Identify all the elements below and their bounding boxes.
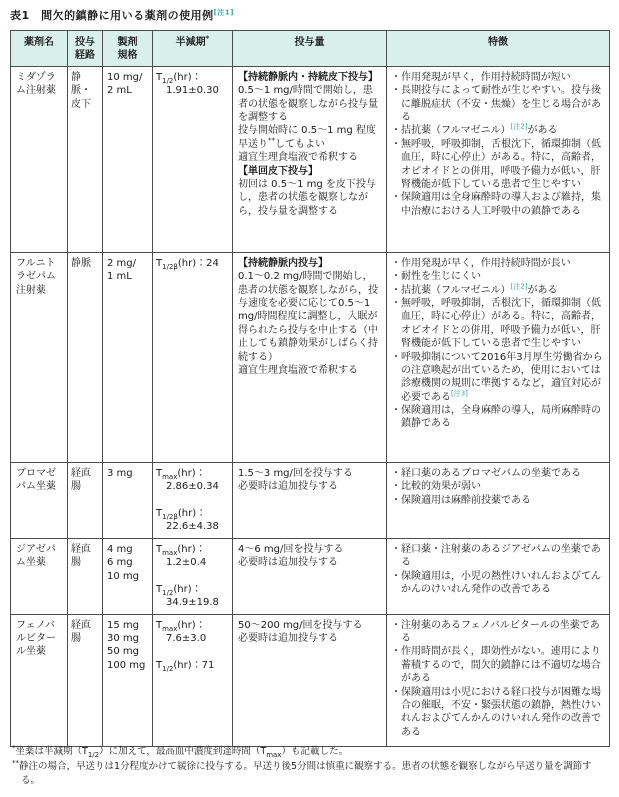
table-row	[11, 252, 610, 462]
feature-item: ・無呼吸，呼吸抑制，舌根沈下，循環抑制（低血圧，時に心停止）がある。特に，高齢者，オピオイドとの併用，呼吸予備力が低い，肝腎機能が低下している患者で生じやすい	[391, 297, 601, 350]
column-header-dose: 投与量	[233, 31, 387, 67]
half-life-cell: $T_{max}(hr)$： 1.2±0.4 $T_{1/2}(hr)$： 34.9±19.8	[153, 538, 233, 614]
table-row	[11, 462, 610, 538]
header-row	[11, 31, 610, 67]
drug-name-cell: フェノバルビタール坐薬	[11, 614, 68, 746]
feature-item: ・保険適用は，小児の熱性けいれんおよびてんかんのけいれん発作の改善である	[391, 570, 601, 595]
features-cell	[387, 614, 610, 746]
drug-table	[10, 30, 610, 747]
table-row	[11, 614, 610, 746]
feature-item: ・保険適用は全身麻酔時の導入および維持，集中治療における人工呼吸中の鎮静である	[391, 192, 601, 217]
dose-cell: 【持続静脈内投与】 0.1〜0.2 mg/時間で開始し，患者の状態を観察しながら，投与速度を必要に応じて0.5〜1 mg/時間程度に調整し，入眠が得られたら投与を中止する（中止しても鎮静効果がしばらく持続する） 適宜生理食塩液で希釈する	[233, 252, 387, 462]
half-life-cell: $T_{max}(hr)$： 2.86±0.34 $T_{1/2\beta}(hr)$： 22.6±4.38	[153, 462, 233, 538]
dose-cell: 【持続静脈内・持続皮下投与】 0.5〜1 mg/時間で開始し，患者の状態を観察しながら投与量を調整する 投与開始時に 0.5〜1 mg 程度早送り**してもよい 適宜生理食塩液で希釈する 【単回皮下投与】 初回は 0.5〜1 mg を皮下投与し，患者の状態を観察しながら，投与量を調整する	[233, 66, 387, 252]
feature-item: ・作用時間が長く，即効性がない。連用により蓄積するので，間欠的鎮静には不適切な場合がある	[391, 646, 601, 685]
features-cell	[387, 66, 610, 252]
route-cell: 経直腸	[68, 538, 103, 614]
formulation-cell: 15 mg 30 mg 50 mg 100 mg	[103, 614, 153, 746]
features-cell	[387, 538, 610, 614]
column-header-drug-name: 薬剤名	[11, 31, 68, 67]
feature-item: ・比較的効果が弱い	[391, 481, 481, 493]
formulation-cell: 4 mg 6 mg 10 mg	[103, 538, 153, 614]
feature-item: ・保険適用は麻酔前投薬である	[391, 494, 531, 506]
feature-item: ・作用発現が早く，作用持続時間が長い	[391, 257, 571, 269]
footnote-1: *坐薬は半減期$(T_{1/2})$に加えて，最高血中濃度到達時間$(T_{max})$も記載した。	[12, 743, 348, 759]
feature-item: ・長期投与によって耐性が生じやすい。投与後に離脱症状（不安・焦燥）を生じる場合がある	[391, 85, 601, 123]
drug-name-cell: フルニトラゼパム注射薬	[11, 252, 68, 462]
formulation-cell: 10 mg/ 2 mL	[103, 66, 153, 252]
feature-item: ・無呼吸，呼吸抑制，舌根沈下，循環抑制（低血圧，時に心停止）がある。特に，高齢者，オピオイドとの併用，呼吸予備力が低い，肝腎機能が低下している患者で生じやすい	[391, 138, 601, 190]
column-header-features: 特徴	[387, 31, 610, 67]
feature-item: ・保険適用は小児における経口投与が困難な場合の催眠，不安・緊張状態の鎮静，熱性けいれんおよびてんかんのけいれん発作の改善である	[391, 686, 601, 738]
page-title: 表1 間欠的鎮静に用いる薬剤の使用例[注1]	[10, 8, 234, 22]
table-row	[11, 538, 610, 614]
column-header-formulation: 製剤 規格	[103, 31, 153, 67]
features-cell	[387, 462, 610, 538]
dose-cell: 1.5〜3 mg/回を投与する 必要時は追加投与する	[233, 462, 387, 538]
route-cell: 静脈	[68, 252, 103, 462]
half-life-cell: $T_{max}(hr)$： 7.6±3.0 $T_{1/2}(hr)$：71	[153, 614, 233, 746]
route-cell: 経直腸	[68, 614, 103, 746]
feature-item: ・経口薬のあるブロマゼパムの坐薬である	[391, 467, 581, 479]
feature-item: ・拮抗薬（フルマゼニル）[注2]がある	[391, 123, 558, 137]
column-header-route: 投与 経路	[68, 31, 103, 67]
features-cell	[387, 252, 610, 462]
feature-item: ・注射薬のあるフェノバルビタールの坐薬である	[391, 619, 600, 645]
feature-item: ・経口薬・注射薬のあるジアゼパムの坐薬である	[391, 543, 601, 569]
feature-item: ・耐性を生じにくい	[391, 271, 481, 283]
route-cell: 静脈・ 皮下	[68, 66, 103, 252]
dose-cell: 4〜6 mg/回を投与する 必要時は追加投与する	[233, 538, 387, 614]
table-row	[11, 66, 610, 252]
feature-item: ・保険適用は，全身麻酔の導入，局所麻酔時の鎮静である	[391, 405, 601, 430]
formulation-cell: 2 mg/ 1 mL	[103, 252, 153, 462]
footnote-2: **静注の場合，早送りは1分程度かけて緩徐に投与する。早送り後5分間は慎重に観察する。患者の状態を観察しながら早送り量を調節する。	[12, 758, 592, 787]
half-life-cell: $T_{1/2}(hr)$： 1.91±0.30	[153, 66, 233, 252]
column-header-half-life: 半減期*	[153, 31, 233, 67]
feature-item: ・拮抗薬（フルマゼニル）[注2]がある	[391, 282, 558, 296]
drug-name-cell: ミダゾラム注射薬	[11, 66, 68, 252]
route-cell: 経直腸	[68, 462, 103, 538]
footnotes	[12, 745, 608, 789]
feature-item: ・作用発現が早く，作用持続時間が短い	[391, 71, 571, 83]
half-life-cell: $T_{1/2\beta}(hr)$：24	[153, 252, 233, 462]
feature-item: ・呼吸抑制について2016年3月厚生労働省からの注意喚起が出ているため，使用においては診療機関の規則に準拠するなど，適宜対応が必要である[注3]	[391, 351, 603, 403]
formulation-cell: 3 mg	[103, 462, 153, 538]
drug-table-body	[11, 66, 610, 746]
drug-name-cell: ブロマゼパム坐薬	[11, 462, 68, 538]
dose-cell: 50〜200 mg/回を投与する 必要時は追加投与する	[233, 614, 387, 746]
drug-name-cell: ジアゼパム坐薬	[11, 538, 68, 614]
